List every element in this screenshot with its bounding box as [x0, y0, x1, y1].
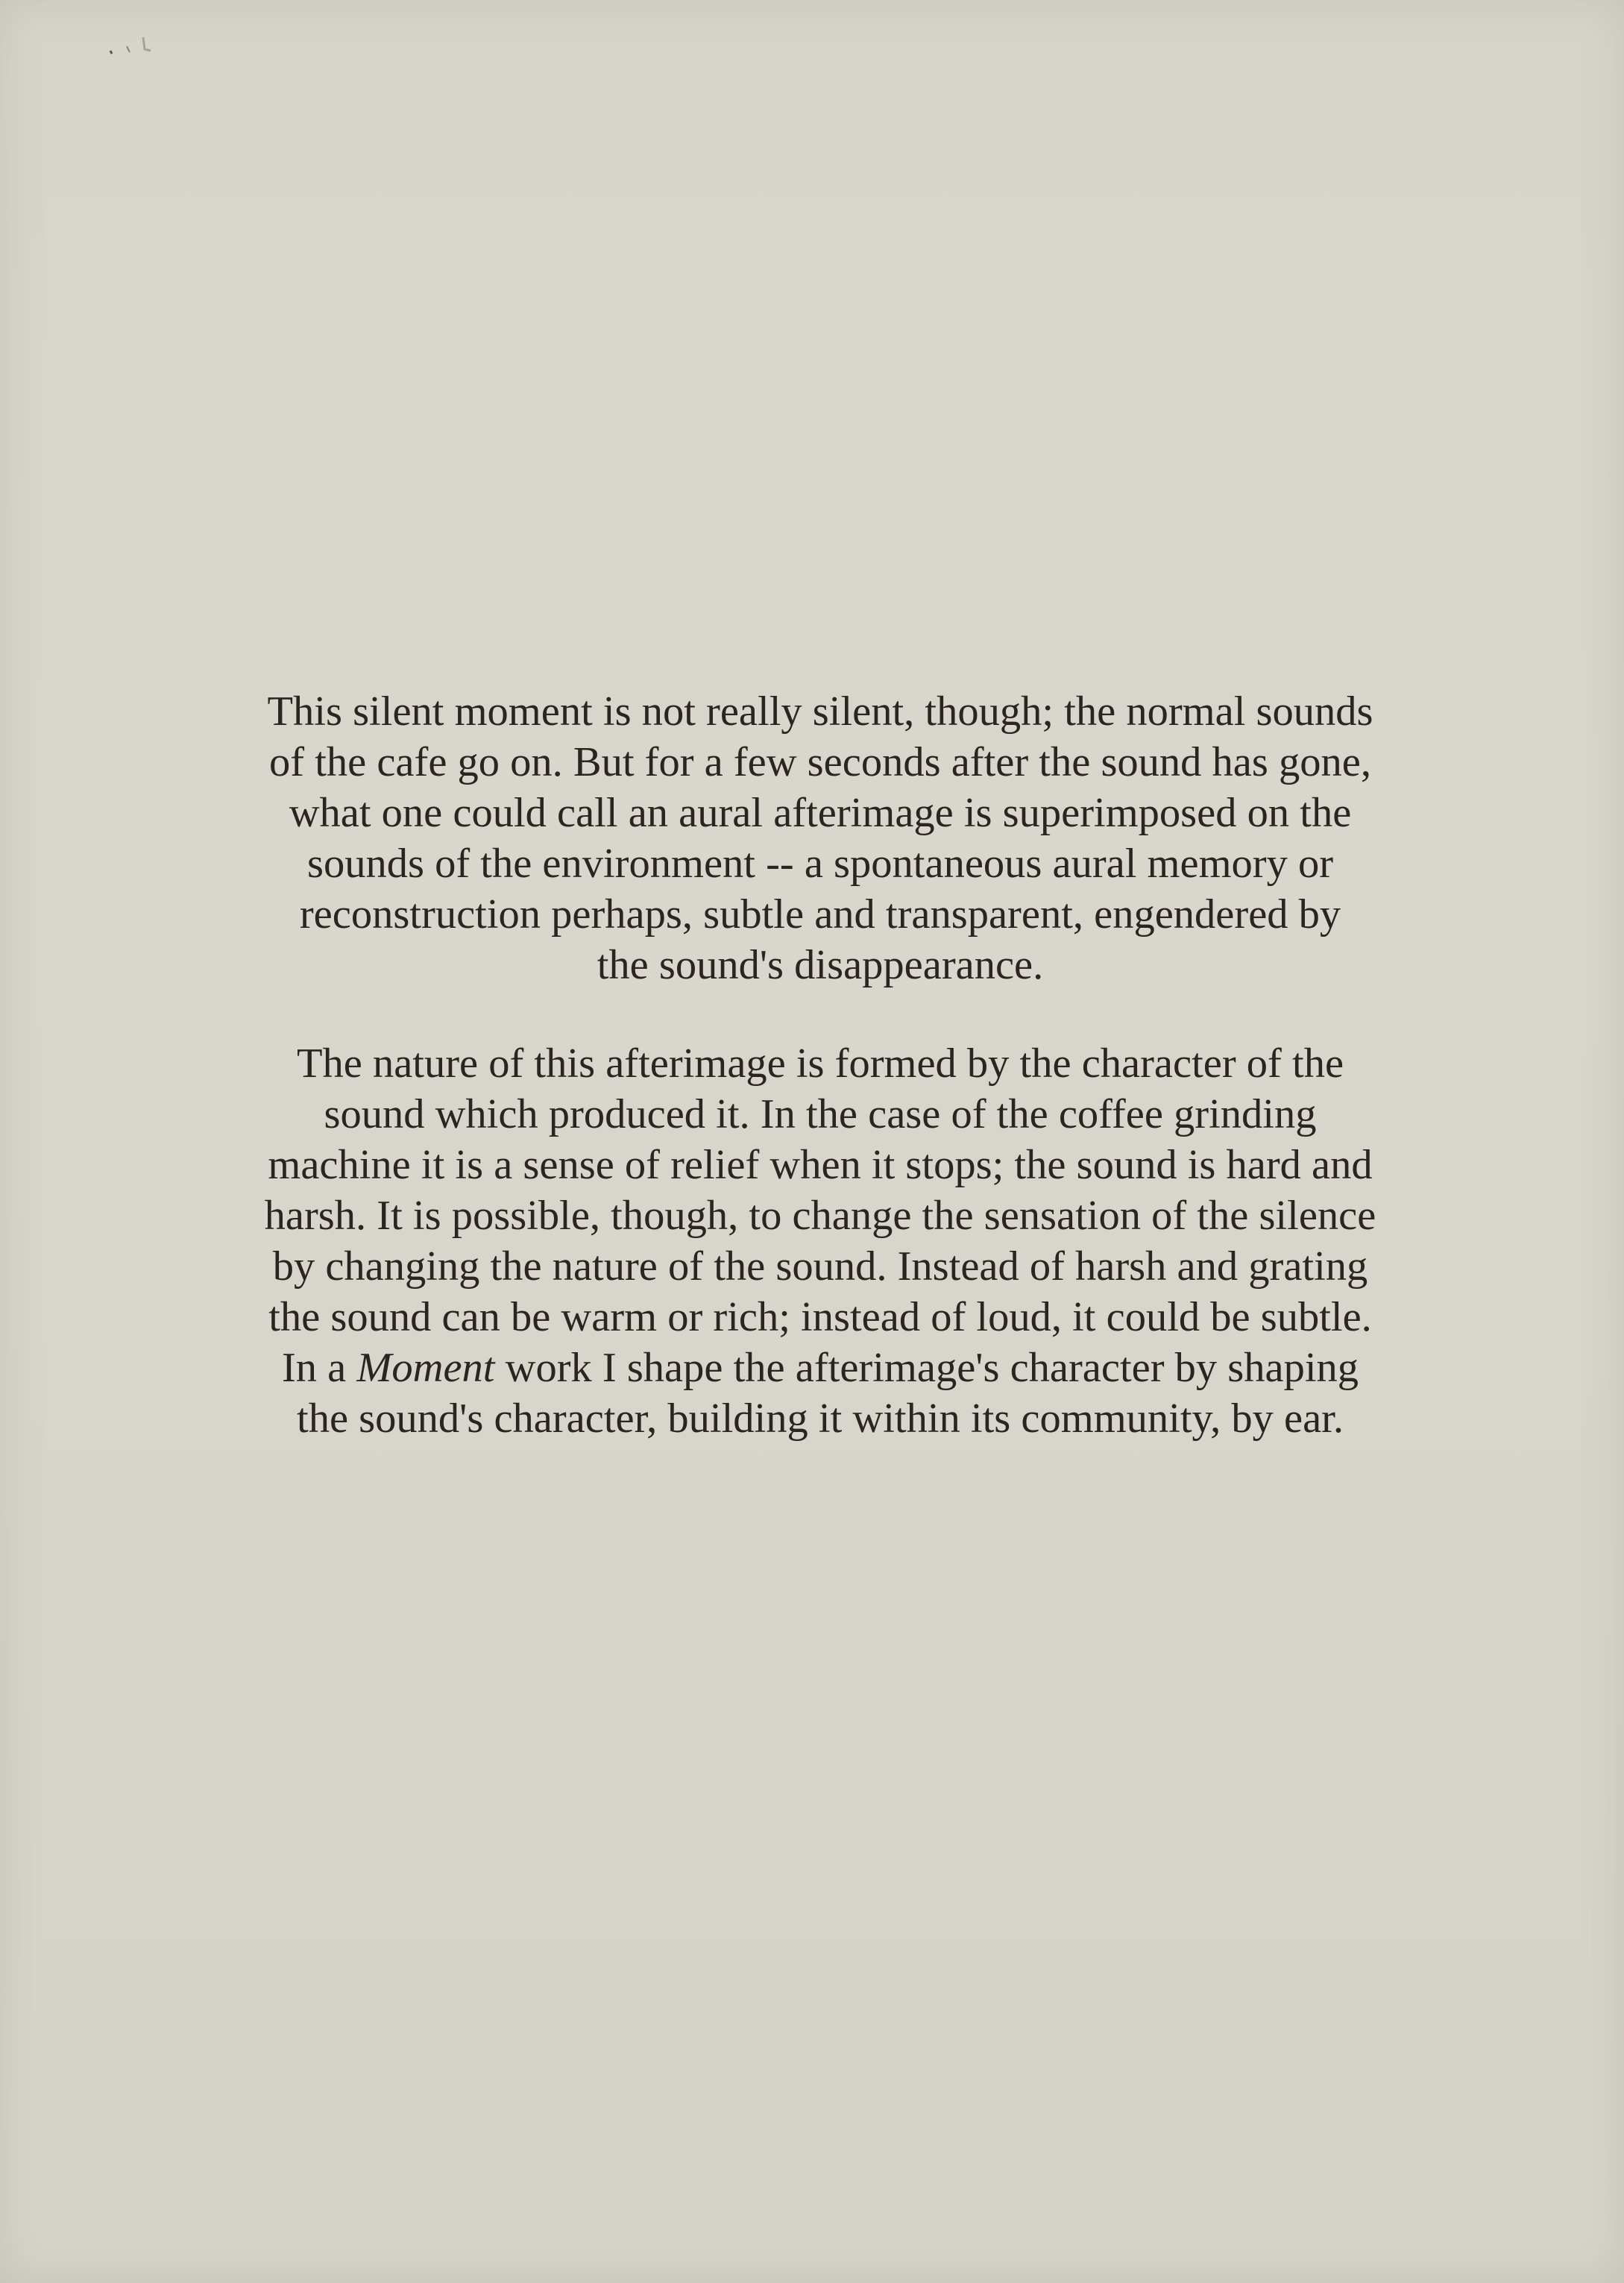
text-line: the sound can be warm or rich; instead of loud, it could be subtle. — [268, 1294, 1372, 1340]
text-line: This silent moment is not really silent, though; the normal sounds — [267, 688, 1373, 735]
text-line: the sound's character, building it within its community, by ear. — [297, 1395, 1344, 1442]
text-line-with-italic — [164, 1343, 1476, 1393]
text-line: of the cafe go on. But for a few seconds after the sound has gone, — [269, 739, 1371, 785]
paragraph-2 — [164, 1038, 1476, 1444]
paragraph-1 — [164, 686, 1476, 990]
paragraph-spacer — [164, 990, 1476, 1038]
text-fragment: work I shape the afterimage's character by shaping — [494, 1345, 1359, 1391]
text-line: sounds of the environment -- a spontaneous aural memory or — [306, 841, 1334, 887]
text-line: by changing the nature of the sound. Instead of harsh and grating — [272, 1243, 1368, 1290]
italic-title: Moment — [356, 1345, 495, 1391]
text-fragment: In a — [281, 1345, 357, 1391]
paper-blemish-mark — [104, 30, 171, 60]
body-text — [164, 686, 1476, 1444]
text-line: machine it is a sense of relief when it stops; the sound is hard and — [268, 1142, 1373, 1188]
text-line: reconstruction perhaps, subtle and transparent, engendered by — [299, 891, 1341, 938]
text-line: sound which produced it. In the case of the coffee grinding — [324, 1091, 1317, 1137]
text-line: The nature of this afterimage is formed by the character of the — [296, 1040, 1344, 1087]
text-line: what one could call an aural afterimage is superimposed on the — [289, 790, 1352, 836]
text-line: harsh. It is possible, though, to change the sensation of the silence — [264, 1193, 1376, 1239]
text-line: the sound's disappearance. — [597, 942, 1044, 988]
